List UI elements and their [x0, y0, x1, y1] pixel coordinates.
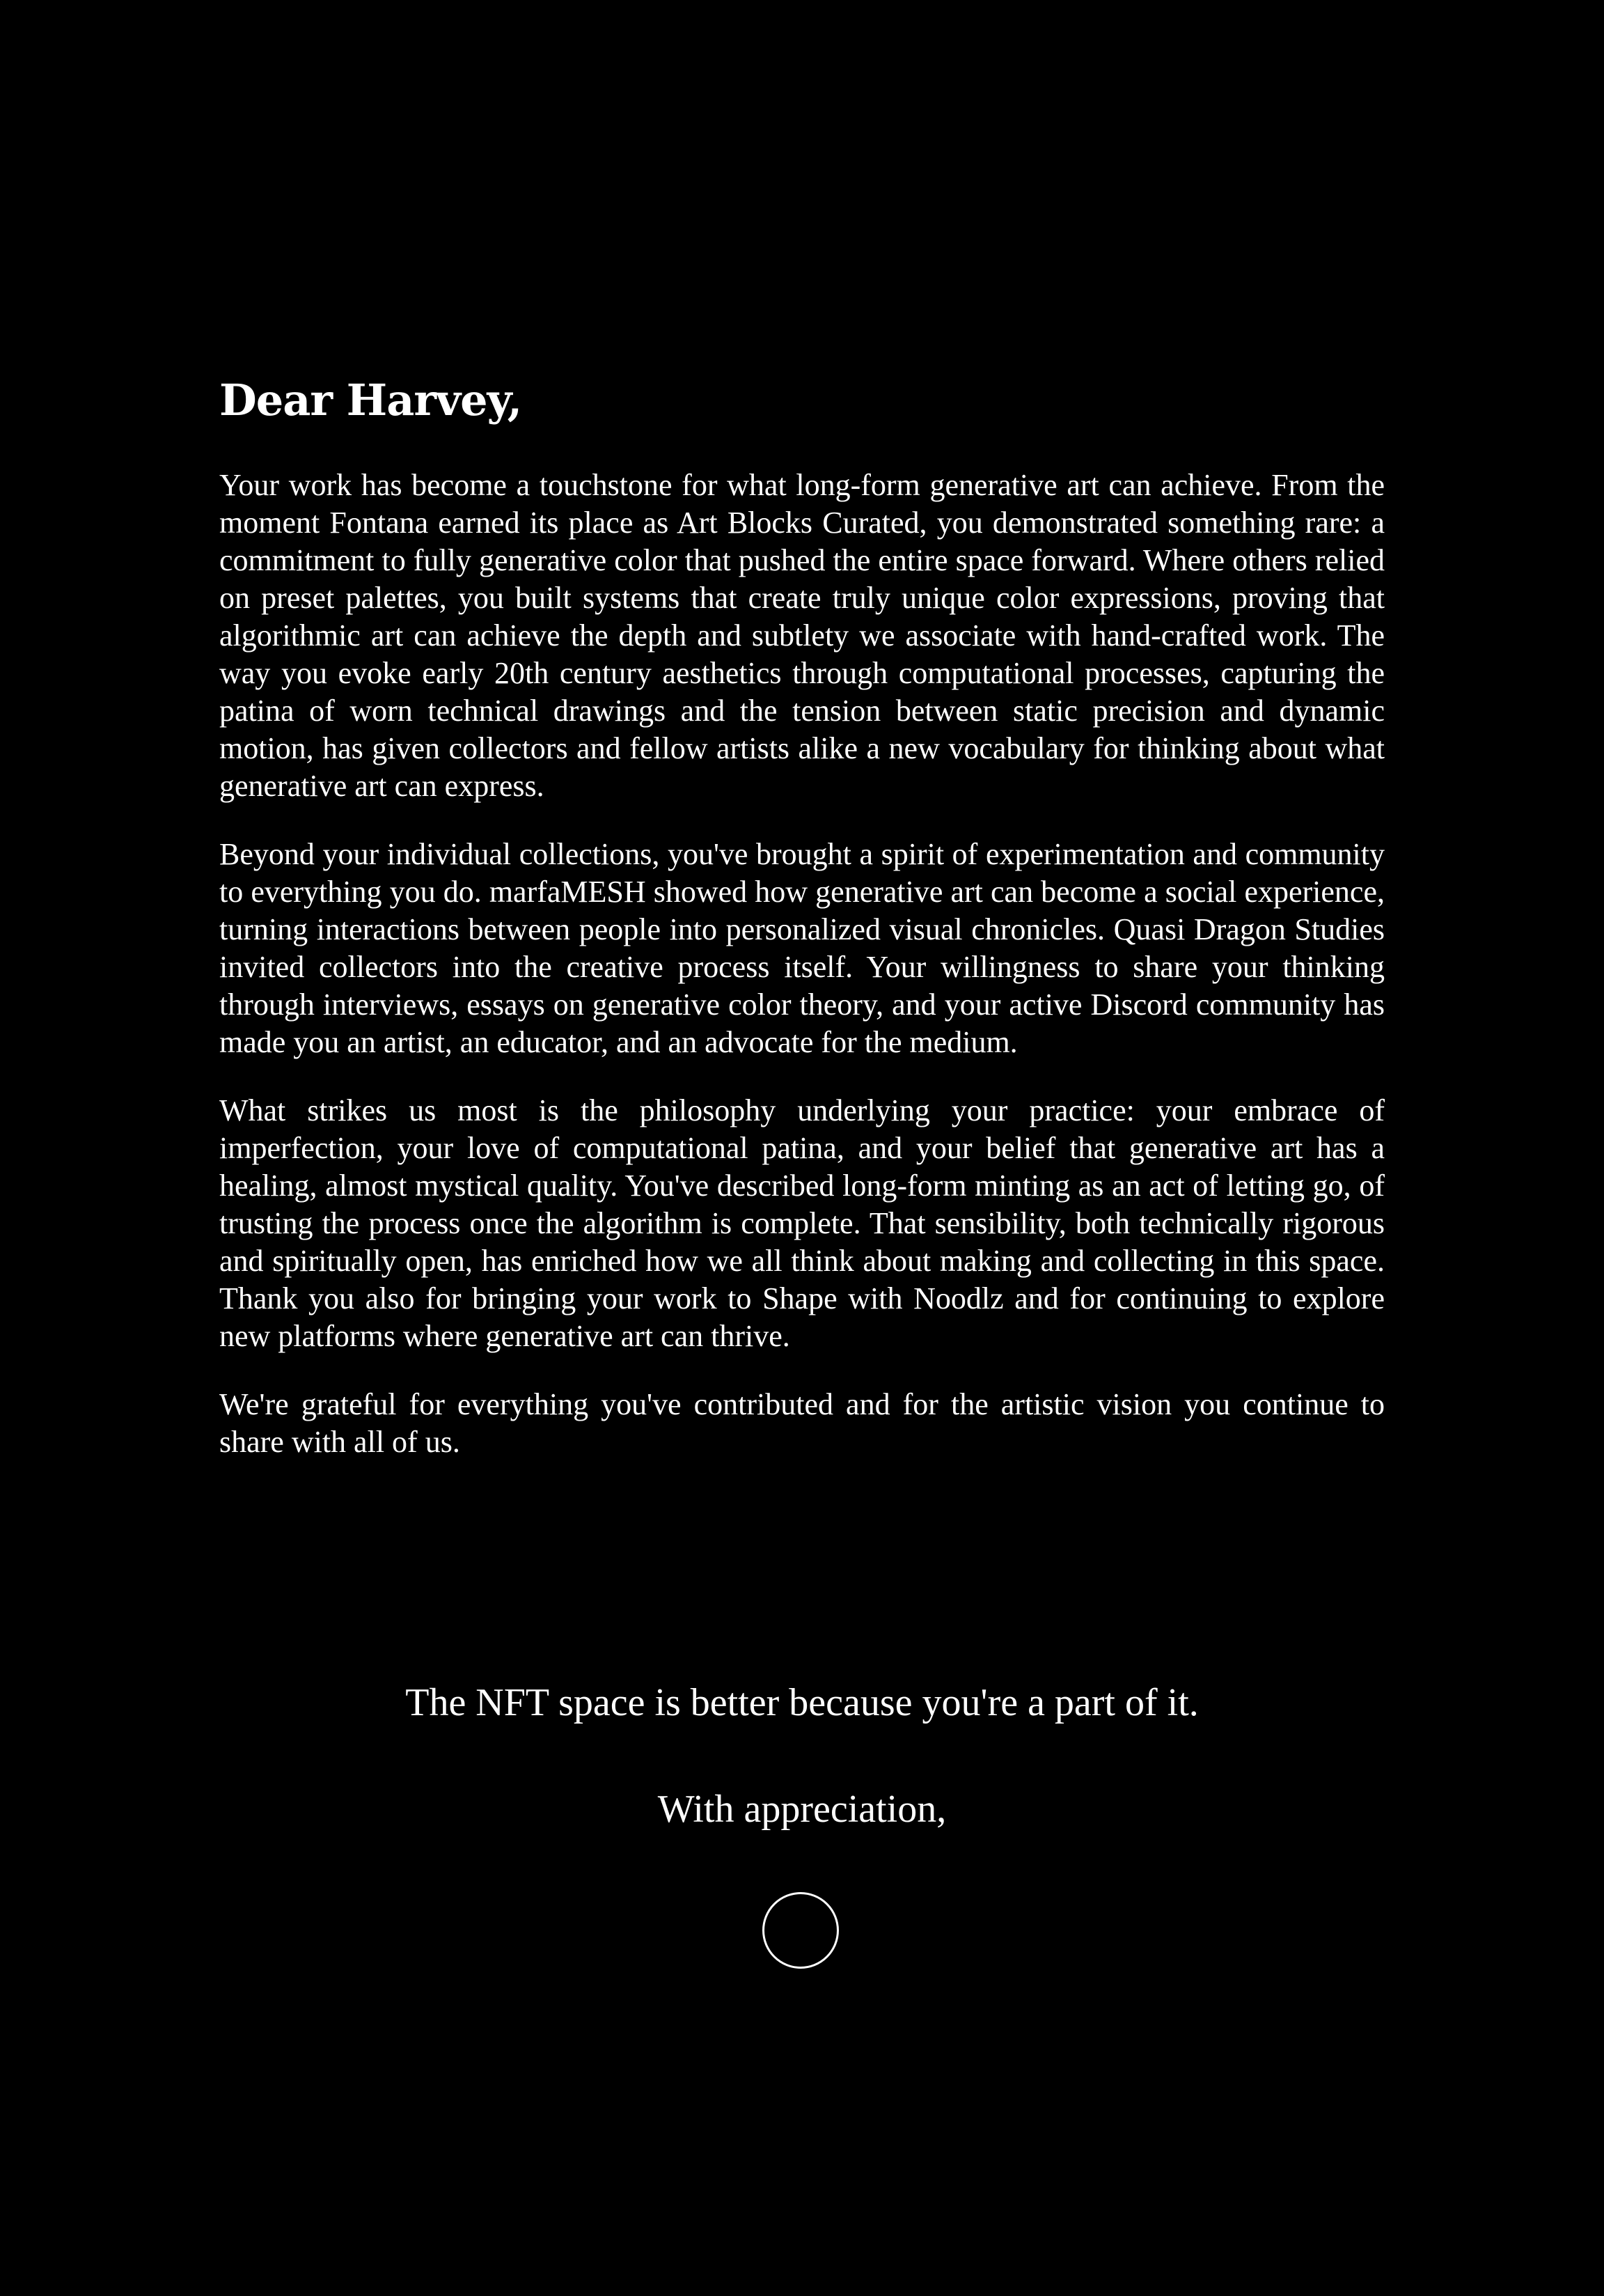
- paragraph-3: What strikes us most is the philosophy underlying your practice: your embrace of imperfection, your love of computational patina, and your belief that generative art has a healing, almost mystical quality. You've described long-form minting as an act of letting go, of trusting the process once the algorithm is complete. That sensibility, both technically rigorous and spiritually open, has enriched how we all think about making and collecting in this space. Thank you also for bringing your work to Shape with Noodlz and for continuing to explore new platforms where generative art can thrive.: [219, 1093, 1385, 1353]
- paragraph-4: We're grateful for everything you've contributed and for the artistic vision you continue to share with all of us.: [219, 1387, 1385, 1459]
- greeting: Dear Harvey,: [219, 375, 522, 425]
- circle-outline-icon: [762, 1892, 839, 1969]
- letter-body: [219, 369, 1385, 1492]
- paragraph-1: Your work has become a touchstone for what long-form generative art can achieve. From the moment Fontana earned its place as Art Blocks Curated, you demonstrated something rare: a commitment to fully generative color that pushed the entire space forward. Where others relied on preset palettes, you built systems that create truly unique color expressions, proving that algorithmic art can achieve the depth and subtlety we associate with hand-crafted work. The way you evoke early 20th century aesthetics through computational processes, capturing the patina of worn technical drawings and the tension between static precision and dynamic motion, has given collectors and fellow artists alike a new vocabulary for thinking about what generative art can express.: [219, 468, 1385, 803]
- sign-off: With appreciation,: [657, 1788, 947, 1831]
- closing-statement: The NFT space is better because you're a part of it.: [405, 1681, 1199, 1724]
- paragraph-2: Beyond your individual collections, you've brought a spirit of experimentation and community to everything you do. marfaMESH showed how generative art can become a social experience, turning interactions between people into personalized visual chronicles. Quasi Dragon Studies invited collectors into the creative process itself. Your willingness to share your thinking through interviews, essays on generative color theory, and your active Discord community has made you an artist, an educator, and an advocate for the medium.: [219, 837, 1385, 1059]
